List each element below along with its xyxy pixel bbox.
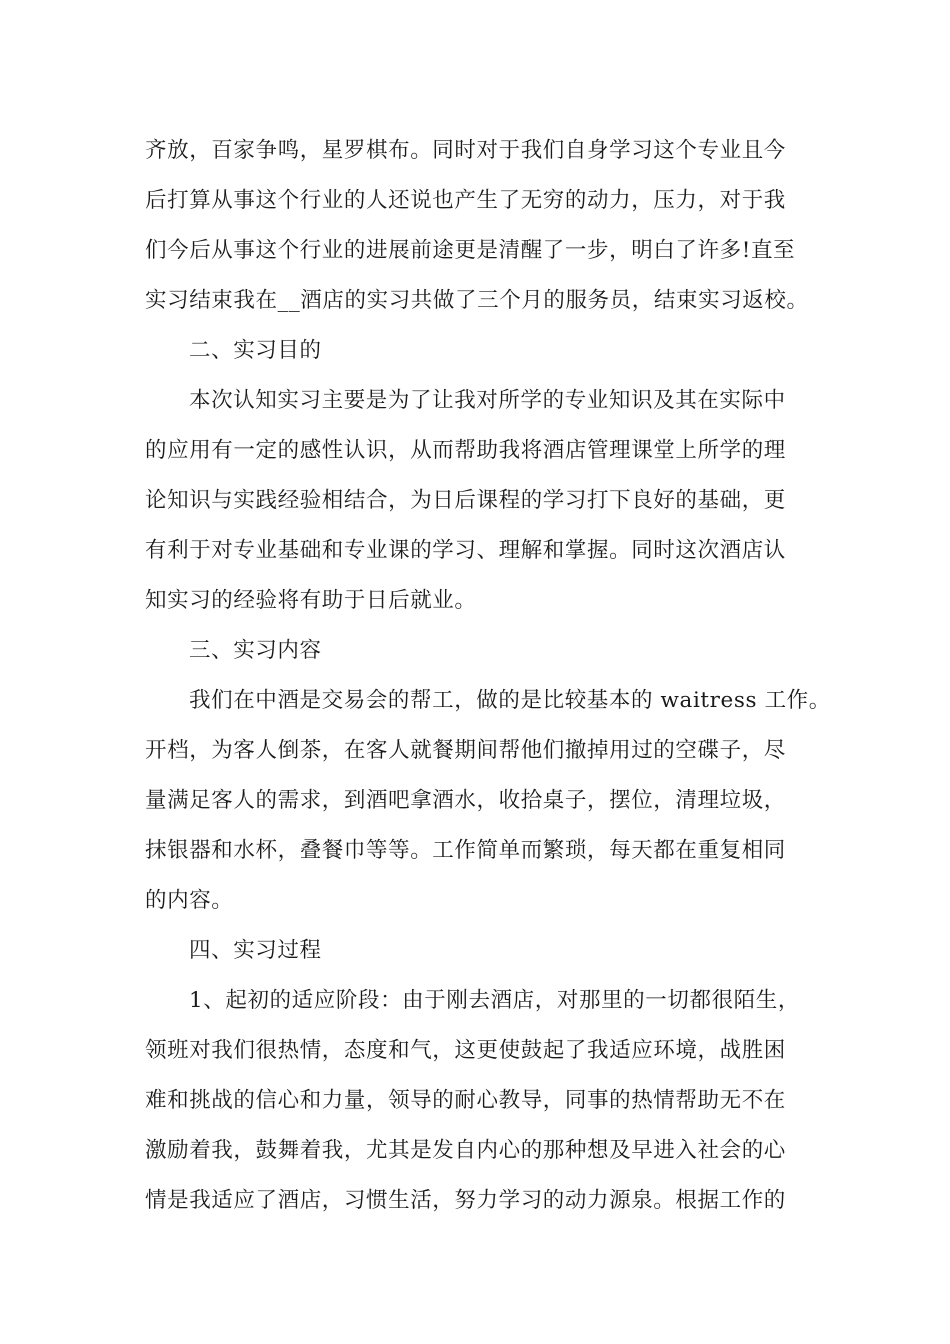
paragraph-line: 的内容。 [145, 888, 234, 913]
paragraph-line: 后打算从事这个行业的人还说也产生了无穷的动力，压力，对于我 [145, 188, 786, 213]
paragraph-line: 开档，为客人倒茶，在客人就餐期间帮他们撤掉用过的空碟子，尽 [145, 738, 786, 763]
paragraph-line: 难和挑战的信心和力量，领导的耐心教导，同事的热情帮助无不在 [145, 1088, 786, 1113]
paragraph-line: 论知识与实践经验相结合，为日后课程的学习打下良好的基础，更 [145, 488, 786, 513]
paragraph-line: 1、起初的适应阶段：由于刚去酒店，对那里的一切都很陌生， [189, 988, 800, 1013]
paragraph-line: 领班对我们很热情，态度和气，这更使鼓起了我适应环境，战胜困 [145, 1038, 786, 1063]
paragraph-line: 激励着我，鼓舞着我，尤其是发自内心的那种想及早进入社会的心 [145, 1138, 786, 1163]
paragraph-line: 情是我适应了酒店，习惯生活，努力学习的动力源泉。根据工作的 [145, 1188, 786, 1213]
paragraph-line: 知实习的经验将有助于日后就业。 [145, 588, 477, 613]
paragraph-line: 的应用有一定的感性认识，从而帮助我将酒店管理课堂上所学的理 [145, 438, 786, 463]
section-heading: 二、实习目的 [189, 338, 322, 363]
paragraph-line: 本次认知实习主要是为了让我对所学的专业知识及其在实际中 [189, 388, 786, 413]
paragraph-line: 抹银器和水杯，叠餐巾等等。工作简单而繁琐，每天都在重复相同 [145, 838, 786, 863]
section-heading: 三、实习内容 [189, 638, 322, 663]
paragraph-line: 们今后从事这个行业的进展前途更是清醒了一步，明白了许多!直至 [145, 238, 796, 263]
section-heading: 四、实习过程 [189, 938, 322, 963]
paragraph-line: 齐放，百家争鸣，星罗棋布。同时对于我们自身学习这个专业且今 [145, 138, 786, 163]
paragraph-line: 量满足客人的需求，到酒吧拿酒水，收拾桌子，摆位，清理垃圾， [145, 788, 786, 813]
paragraph-line: 有利于对专业基础和专业课的学习、理解和掌握。同时这次酒店认 [145, 538, 786, 563]
paragraph-line: 实习结束我在__酒店的实习共做了三个月的服务员，结束实习返校。 [145, 288, 809, 313]
paragraph-line: 我们在中酒是交易会的帮工，做的是比较基本的 waitress 工作。 [189, 688, 831, 713]
